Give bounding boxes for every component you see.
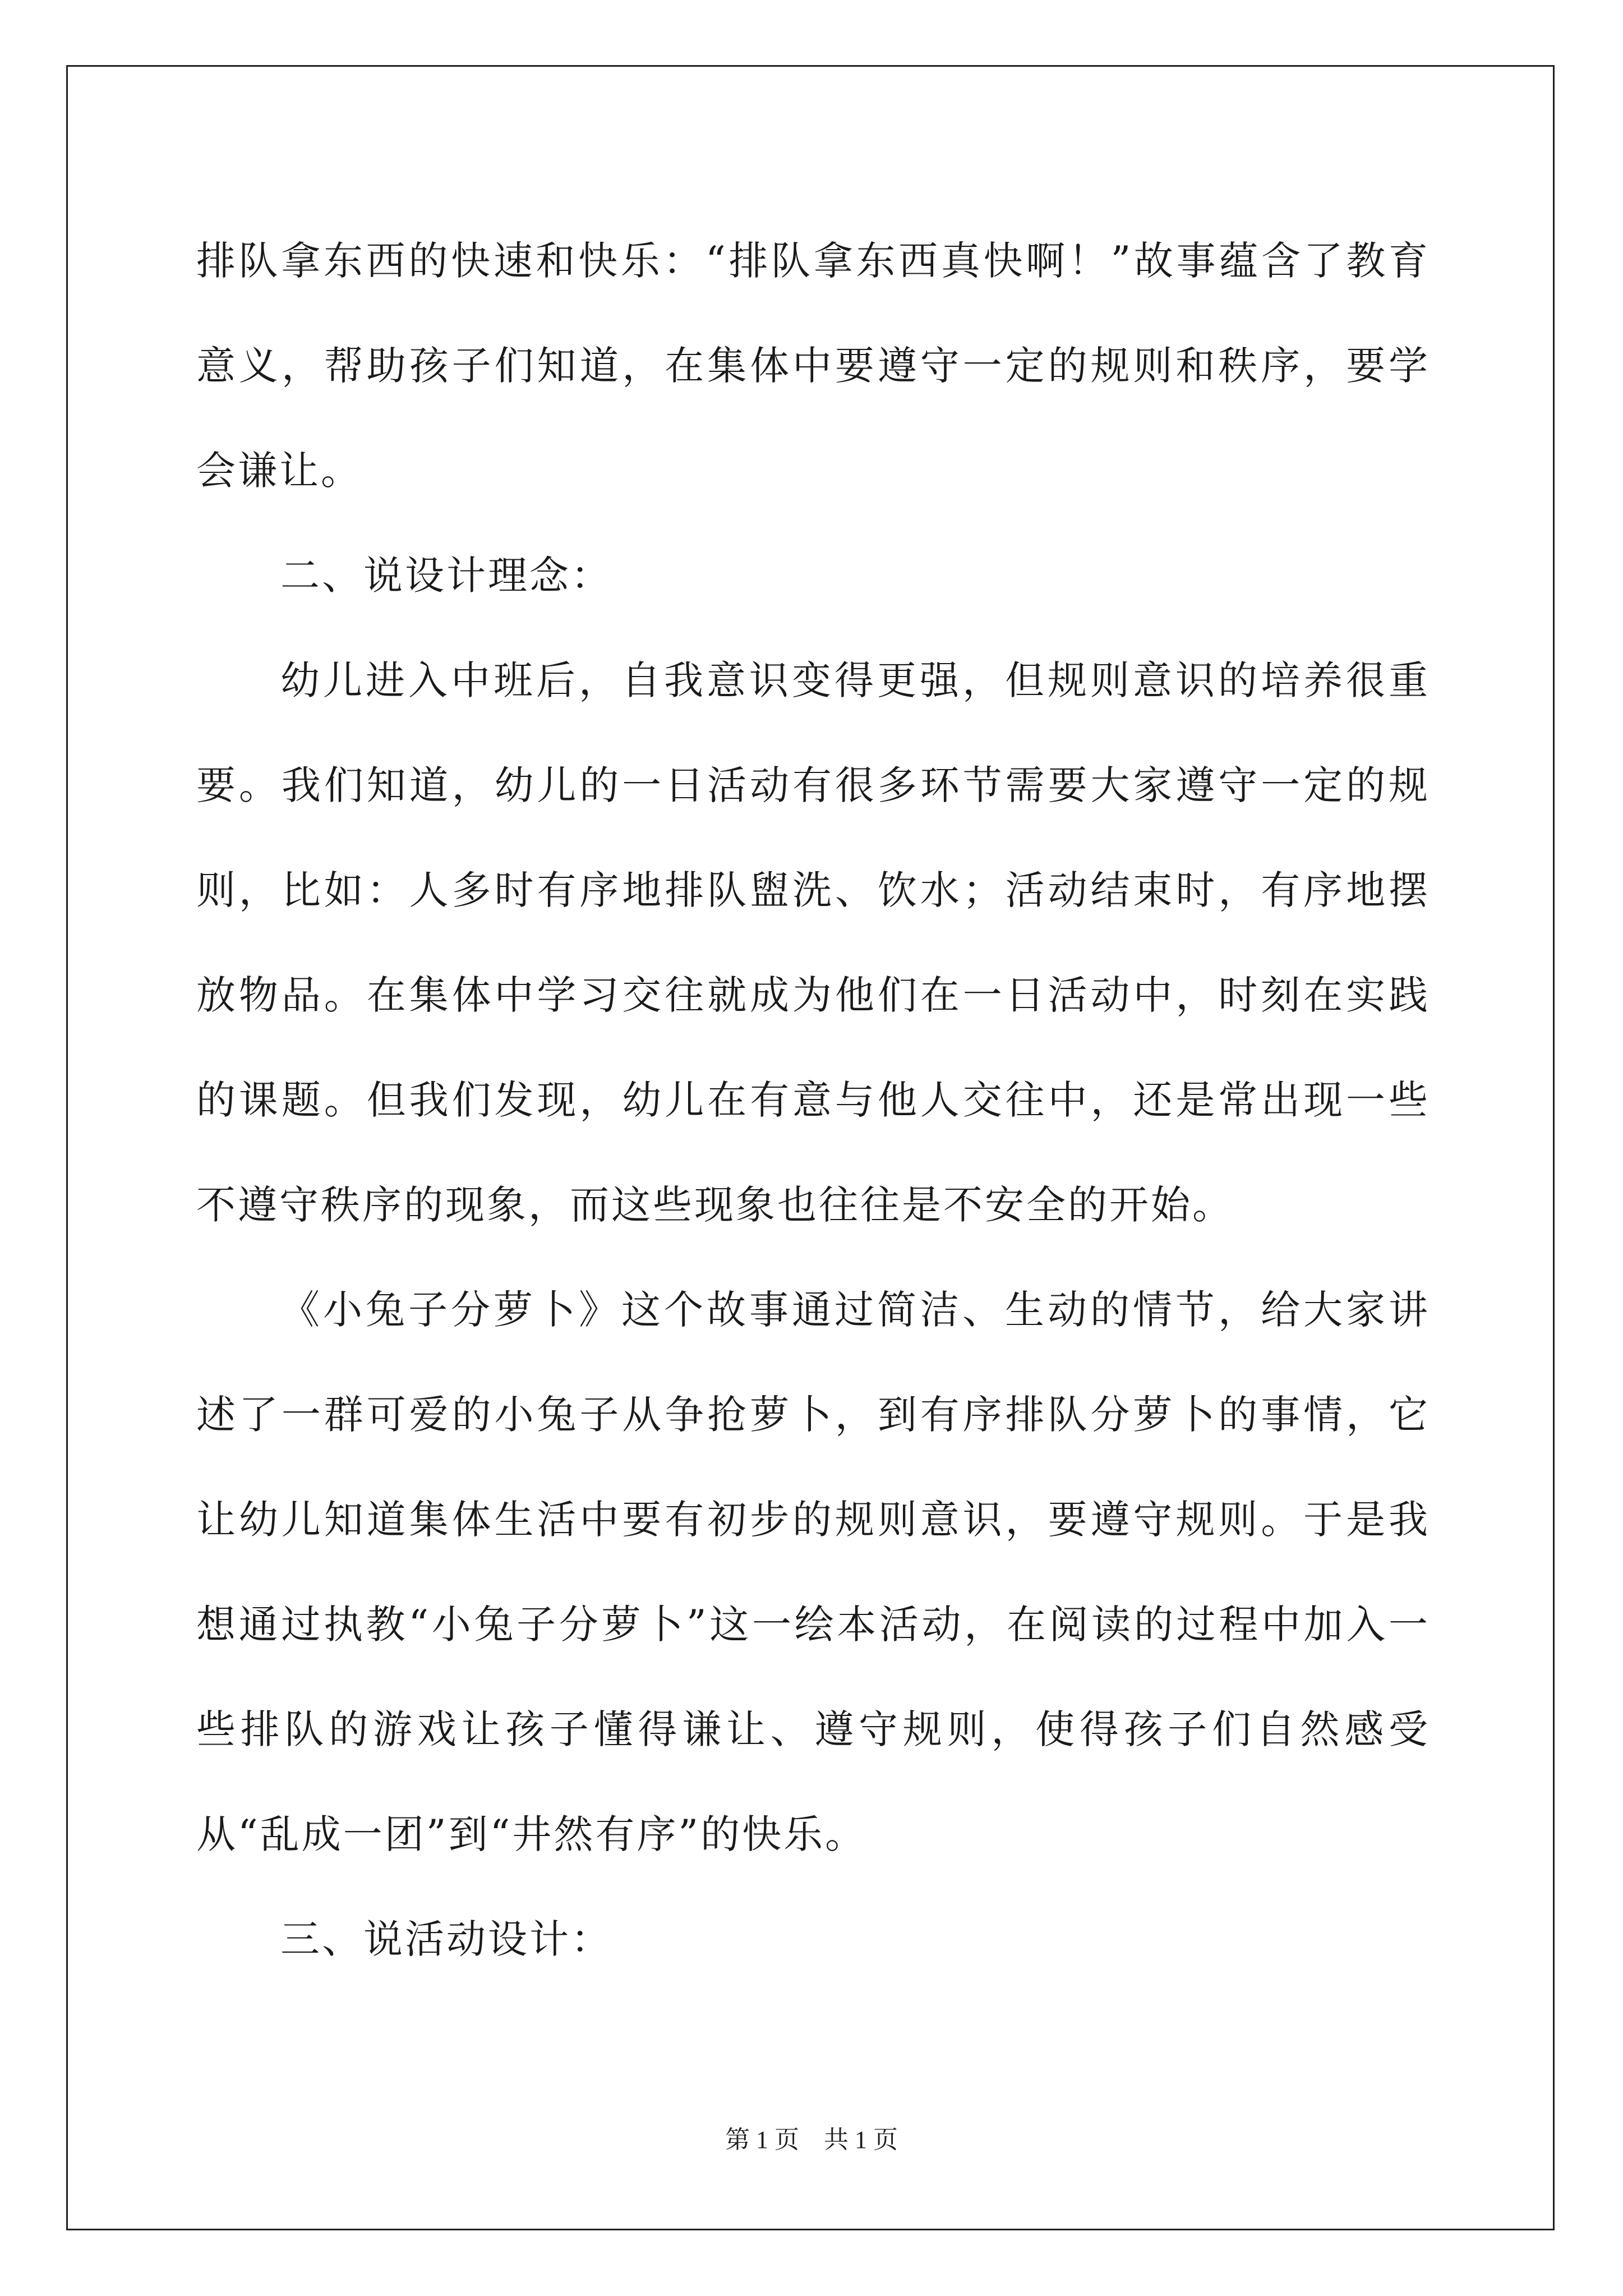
paragraph-2: 幼儿进入中班后，自我意识变得更强，但规则意识的培养很重要。我们知道，幼儿的一日活动有很多环节需要大家遵守一定的规则，比如：人多时有序地排队盥洗、饮水；活动结束时，有序地摆放物品。在集体中学习交往就成为他们在一日活动中，时刻在实践的课题。但我们发现，幼儿在有意与他人交往中，还是常出现一些不遵守秩序的现象，而这些现象也往往是不安全的开始。 [196,657,1430,1228]
heading-activity-design: 三、说活动设计： [280,1916,612,1962]
page-number-footer: 第 1 页 共 1 页 [725,2126,898,2154]
paragraph-3: 《小兔子分萝卜》这个故事通过简洁、生动的情节，给大家讲述了一群可爱的小兔子从争抢萝卜，到有序排队分萝卜的事情，它让幼儿知道集体生活中要有初步的规则意识，要遵守规则。于是我想通过执教“小兔子分萝卜”这一绘本活动，在阅读的过程中加入一些排队的游戏让孩子懂得谦让、遵守规则，使得孩子们自然感受从“乱成一团”到“井然有序”的快乐。 [196,1287,1430,1857]
paragraph-1: 排队拿东西的快速和快乐：“排队拿东西真快啊！”故事蕴含了教育意义，帮助孩子们知道，在集体中要遵守一定的规则和秩序，要学会谦让。 [196,238,1430,494]
heading-design-concept: 二、说设计理念： [280,553,612,599]
document-body [196,209,1430,1992]
